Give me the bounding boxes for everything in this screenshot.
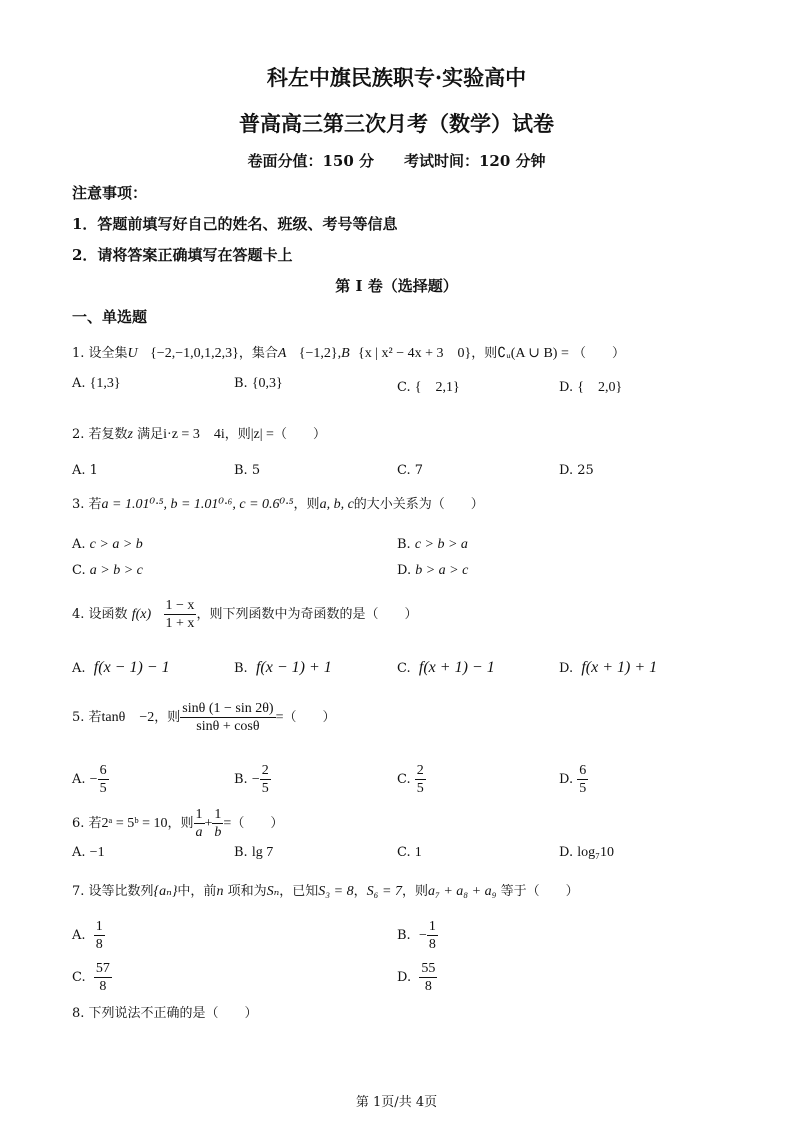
- q1-expr: ∁ᵤ(A ∪ B) =: [497, 346, 569, 361]
- q4-tail: ，则下列函数中为奇函数的是（ ）: [196, 607, 418, 622]
- q4-lead: 4. 设函数: [72, 607, 128, 622]
- q7-option-d: [397, 960, 437, 995]
- q7-option-c-num: 57: [95, 961, 110, 976]
- q5-eq: =: [275, 710, 284, 725]
- q7-option-b-sign: −: [418, 928, 427, 943]
- q4-fx: f(x): [131, 607, 152, 622]
- q7-option-d-den: 8: [424, 979, 432, 994]
- q7-Sn: Sₙ: [266, 884, 280, 899]
- q6-frac-1-den: a: [195, 825, 203, 840]
- question-7-stem: [72, 880, 579, 900]
- school-name: 科左中旗民族职专·实验高中: [266, 65, 527, 90]
- q4-fraction: [164, 597, 197, 632]
- q4-option-b-text: f(x − 1) + 1: [255, 659, 332, 676]
- q3-tail: 的大小关系为（ ）: [353, 497, 484, 512]
- q7-option-b-num: 1: [428, 919, 436, 934]
- notes-heading: 注意事项：: [72, 184, 148, 202]
- q7-option-a-num: 1: [95, 919, 103, 934]
- q6-cond: 2ᵃ = 5ᵇ = 10: [101, 816, 168, 831]
- q1-option-d: [559, 376, 622, 396]
- q3-expr: a = 1.01⁰·⁵, b = 1.01⁰·⁶, c = 0.6⁰·⁵: [101, 497, 294, 512]
- q7-option-b: [397, 918, 438, 953]
- q5-option-a-num: 6: [99, 763, 107, 778]
- q5-option-d-frac: [577, 762, 588, 797]
- q2-eq: i·z = 3 4i: [163, 427, 225, 442]
- q7-option-b-den: 8: [428, 937, 436, 952]
- q3-option-a: [72, 537, 143, 553]
- q5-paren: （ ）: [283, 710, 336, 725]
- q7-S3: S₃ = 8: [318, 884, 354, 899]
- q5-frac-den: sinθ + cosθ: [196, 719, 260, 734]
- q6-option-a: [72, 845, 105, 861]
- q1-lead: 1. 设全集: [72, 346, 128, 361]
- q5-option-c-den: 5: [416, 781, 424, 796]
- q2-option-a-text: 1: [89, 463, 98, 478]
- q5-option-b: [234, 762, 271, 797]
- q2-option-d-text: 25: [577, 463, 594, 478]
- q7-seq: {aₙ}: [153, 884, 178, 899]
- q1-option-a-text: {1,3}: [89, 376, 121, 391]
- q3-option-b: [397, 537, 468, 553]
- q6-option-b-label: B.: [234, 845, 248, 860]
- q6-option-a-text: −1: [89, 845, 105, 860]
- q4-option-c: [397, 659, 495, 677]
- q4-option-c-label: C.: [397, 661, 411, 676]
- q1-option-d-text: { 2,0}: [577, 380, 623, 395]
- q5-then: ，则: [154, 710, 181, 725]
- q1-option-c-text: { 2,1}: [414, 380, 460, 395]
- q7-mid2: 项和为: [227, 884, 267, 899]
- q5-option-a-sign: −: [89, 772, 98, 787]
- q6-option-d-text: log₇10: [577, 845, 615, 860]
- q3-option-b-label: B.: [397, 537, 411, 552]
- q4-option-a-text: f(x − 1) − 1: [93, 659, 170, 676]
- q4-option-b-label: B.: [234, 661, 248, 676]
- q5-cond: tanθ −2: [101, 710, 155, 725]
- q6-frac-2-num: 1: [214, 807, 222, 822]
- q6-option-b: [234, 845, 273, 861]
- exam-title: 普高高三第三次月考（数学）试卷: [239, 111, 554, 136]
- question-1-stem: [72, 342, 625, 362]
- q4-option-d-label: D.: [559, 661, 574, 676]
- q2-z: z: [127, 427, 133, 442]
- q6-option-d: [559, 845, 614, 861]
- q7-option-c-label: C.: [72, 970, 86, 985]
- q5-option-a-label: A.: [72, 772, 86, 787]
- q3-option-c: [72, 563, 143, 579]
- q4-option-d: [559, 659, 657, 677]
- q3-option-d-label: D.: [397, 563, 412, 578]
- q1-option-c-label: C.: [397, 380, 411, 395]
- q1-option-a-label: A.: [72, 376, 86, 391]
- q7-option-a-den: 8: [95, 937, 103, 952]
- q5-option-b-num: 2: [261, 763, 269, 778]
- q1-B-set: {x | x² − 4x + 3 0}: [357, 346, 472, 361]
- q2-option-c-label: C.: [397, 463, 411, 478]
- q2-then: ，则: [224, 427, 251, 442]
- q1-B: B: [341, 346, 350, 361]
- q6-option-c-label: C.: [397, 845, 411, 860]
- q1-mid: ，集合: [238, 346, 278, 361]
- q6-eq: =: [223, 816, 232, 831]
- q7-n: n: [216, 884, 224, 899]
- question-6-stem: [72, 806, 283, 841]
- q6-frac-1: [194, 806, 205, 841]
- q7-option-a-frac: [94, 918, 105, 953]
- q5-option-a: [72, 762, 109, 797]
- q6-plus: +: [204, 816, 213, 831]
- q7-option-b-frac: [427, 918, 438, 953]
- q6-lead: 6. 若: [72, 816, 102, 831]
- q1-U: U: [127, 346, 138, 361]
- q5-lead: 5. 若: [72, 710, 102, 725]
- q6-frac-1-num: 1: [195, 807, 203, 822]
- q7-then: ，则: [401, 884, 428, 899]
- q2-option-d: [559, 463, 594, 478]
- q1-U-set: {−2,−1,0,1,2,3}: [150, 346, 239, 361]
- q4-option-c-text: f(x + 1) − 1: [418, 659, 495, 676]
- q5-option-c-label: C.: [397, 772, 411, 787]
- q5-option-d: [559, 762, 588, 797]
- q5-option-b-frac: [260, 762, 271, 797]
- q5-option-b-den: 5: [261, 781, 269, 796]
- q3-option-b-text: c > b > a: [414, 537, 468, 552]
- q5-option-c: [397, 762, 426, 797]
- q7-option-c-den: 8: [99, 979, 107, 994]
- q6-frac-2-den: b: [214, 825, 222, 840]
- q4-option-b: [234, 659, 332, 677]
- q3-lead: 3. 若: [72, 497, 102, 512]
- q7-option-a: [72, 918, 105, 953]
- question-8-stem: 8. 下列说法不正确的是（ ）: [72, 1006, 258, 1021]
- q2-lead: 2. 若复数: [72, 427, 128, 442]
- q7-S6: S₆ = 7: [366, 884, 402, 899]
- q5-fraction: [180, 700, 275, 735]
- q7-tail: 等于（ ）: [500, 884, 579, 899]
- q6-option-c-text: 1: [414, 845, 422, 860]
- q3-option-d: [397, 563, 468, 579]
- q7-option-c: [72, 960, 112, 995]
- q3-option-a-label: A.: [72, 537, 86, 552]
- q2-paren: （ ）: [273, 427, 326, 442]
- q5-option-d-den: 5: [579, 781, 587, 796]
- question-4-stem: [72, 597, 417, 632]
- question-2-stem: [72, 423, 326, 443]
- q2-cond: 满足: [137, 427, 164, 442]
- q5-option-b-sign: −: [251, 772, 260, 787]
- q6-then: ，则: [167, 816, 194, 831]
- q7-option-b-label: B.: [397, 928, 411, 943]
- q1-A: A: [277, 346, 287, 361]
- q1-option-c: [397, 376, 460, 396]
- q3-option-c-text: a > b > c: [89, 563, 143, 578]
- q1-A-set: {−1,2},: [298, 346, 342, 361]
- q7-option-d-num: 55: [421, 961, 436, 976]
- q7-sum: a₇ + a₈ + a₉: [427, 884, 497, 899]
- q2-abs: |z| =: [250, 427, 274, 442]
- question-5-stem: [72, 700, 336, 735]
- q5-option-d-label: D.: [559, 772, 574, 787]
- q6-option-d-label: D.: [559, 845, 574, 860]
- q7-lead: 7. 设等比数列: [72, 884, 154, 899]
- q7-mid3: ，已知: [279, 884, 319, 899]
- q5-option-b-label: B.: [234, 772, 248, 787]
- notes-item-2: 2．请将答案正确填写在答题卡上: [72, 246, 293, 264]
- q2-option-a-label: A.: [72, 463, 86, 478]
- q7-option-c-frac: [94, 960, 112, 995]
- q5-frac-num: sinθ (1 − sin 2θ): [182, 701, 274, 716]
- q5-option-a-frac: [98, 762, 109, 797]
- q2-option-c: [397, 463, 423, 478]
- section-title: 一、单选题: [72, 308, 148, 326]
- q2-option-b-text: 5: [251, 463, 261, 478]
- q5-option-a-den: 5: [99, 781, 107, 796]
- q7-comma: ，: [353, 884, 367, 899]
- q1-option-b-label: B.: [234, 376, 248, 391]
- q4-option-a-label: A.: [72, 661, 86, 676]
- q4-frac-num: 1 − x: [165, 598, 195, 613]
- q3-option-c-label: C.: [72, 563, 86, 578]
- q5-option-c-num: 2: [416, 763, 424, 778]
- q7-option-d-frac: [419, 960, 437, 995]
- q5-option-d-num: 6: [579, 763, 587, 778]
- q6-option-a-label: A.: [72, 845, 86, 860]
- q2-option-a: [72, 463, 98, 478]
- q3-option-a-text: c > a > b: [89, 537, 143, 552]
- q3-vars: a, b, c: [319, 497, 354, 512]
- q3-then: ，则: [293, 497, 320, 512]
- q1-paren: （ ）: [572, 346, 625, 361]
- q6-paren: （ ）: [231, 816, 284, 831]
- q2-option-b: [234, 463, 260, 478]
- notes-item-1: 1．答题前填写好自己的姓名、班级、考号等信息: [72, 215, 398, 233]
- q5-option-c-frac: [415, 762, 426, 797]
- q1-option-b: [234, 376, 283, 392]
- page-footer: 第 1页/共 4页: [355, 1095, 438, 1110]
- q3-option-d-text: b > a > c: [415, 563, 469, 578]
- q7-mid1: 中，前: [177, 884, 217, 899]
- q4-frac-den: 1 + x: [165, 616, 195, 631]
- q4-option-a: [72, 659, 170, 677]
- volume-title: 第 I 卷（选择题）: [335, 277, 458, 295]
- q4-option-d-text: f(x + 1) + 1: [581, 659, 658, 676]
- q1-option-b-text: {0,3}: [251, 376, 283, 391]
- q6-option-b-text: lg 7: [251, 845, 274, 860]
- q1-then: ，则: [471, 346, 498, 361]
- q1-option-a: [72, 376, 121, 392]
- q7-option-a-label: A.: [72, 928, 86, 943]
- question-3-stem: [72, 493, 484, 513]
- q6-frac-2: [212, 806, 223, 841]
- q6-option-c: [397, 845, 422, 861]
- q2-option-c-text: 7: [414, 463, 424, 478]
- q2-option-d-label: D.: [559, 463, 574, 478]
- q2-option-b-label: B.: [234, 463, 248, 478]
- q7-option-d-label: D.: [397, 970, 412, 985]
- q1-option-d-label: D.: [559, 380, 574, 395]
- exam-meta: 卷面分值：150 分 考试时间：120 分钟: [247, 152, 546, 170]
